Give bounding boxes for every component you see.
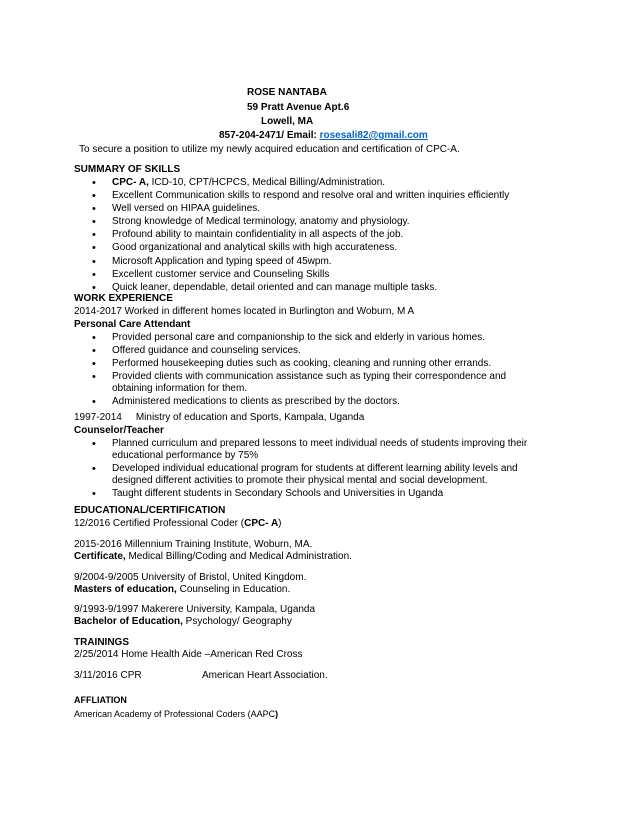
job1-list (92, 332, 542, 409)
list-item: • Excellent customer service and Counseling Skills (92, 269, 542, 281)
edu3-degree: Bachelor of Education, Psychology/ Geography (74, 616, 292, 627)
list-item: • Planned curriculum and prepared lessons to meet individual needs of students improving their educational performance by 75% (92, 438, 542, 462)
edu2-degree: Masters of education, Counseling in Education. (74, 584, 291, 595)
email-link[interactable]: rosesali82@gmail.com (319, 130, 428, 141)
list-item: • Strong knowledge of Medical terminology, anatomy and physiology. (92, 216, 542, 228)
job1-dates: 2014-2017 Worked in different homes located in Burlington and Woburn, M A (74, 306, 415, 317)
training-1: 2/25/2014 Home Health Aide –American Red Cross (74, 649, 303, 660)
skills-list (92, 177, 542, 295)
list-item: • Offered guidance and counseling services. (92, 345, 542, 357)
list-item: • Performed housekeeping duties such as cooking, cleaning and running other errands. (92, 358, 542, 370)
list-item: • Profound ability to maintain confidentiality in all aspects of the job. (92, 229, 542, 241)
contact-line (219, 130, 428, 142)
cpc-bold: CPC- A, (112, 177, 149, 188)
edu3-line: 9/1993-9/1997 Makerere University, Kampala, Uganda (74, 604, 316, 615)
work-heading: WORK EXPERIENCE (74, 293, 173, 304)
edu1-degree: Certificate, Medical Billing/Coding and Medical Administration. (74, 551, 352, 562)
candidate-name: ROSE NANTABA (247, 87, 327, 98)
list-item: • Administered medications to clients as prescribed by the doctors. (92, 396, 542, 408)
cert-line: 12/2016 Certified Professional Coder (CPC- A) (74, 518, 282, 529)
job2-list (92, 438, 542, 501)
trainings-heading: TRAININGS (74, 637, 129, 648)
list-item: • Well versed on HIPAA guidelines. (92, 203, 542, 215)
address-line-2: Lowell, MA (261, 116, 314, 127)
list-item: • Provided personal care and companionship to the sick and elderly in various homes. (92, 332, 542, 344)
list-item: • Excellent Communication skills to respond and resolve oral and written inquiries efficiently (92, 190, 542, 202)
job2-dates: 1997-2014 Ministry of education and Sports, Kampala, Uganda (74, 412, 365, 423)
training-2: 3/11/2016 CPR American Heart Association. (74, 670, 328, 681)
list-item: • Developed individual educational program for students at different learning ability levels and designed different activities to promote their physical mental and social development. (92, 463, 542, 487)
job1-title: Personal Care Attendant (74, 319, 191, 330)
list-item: • Microsoft Application and typing speed of 45wpm. (92, 256, 542, 268)
education-heading: EDUCATIONAL/CERTIFICATION (74, 505, 226, 516)
list-item: • Taught different students in Secondary Schools and Universities in Uganda (92, 488, 542, 500)
list-item: • Good organizational and analytical skills with high accurateness. (92, 242, 542, 254)
list-item: • Provided clients with communication assistance such as typing their correspondence and obtaining information for them. (92, 371, 542, 395)
list-item: • CPC- A, ICD-10, CPT/HCPCS, Medical Billing/Administration. (92, 177, 542, 189)
list-item: • Quick leaner, dependable, detail oriented and can manage multiple tasks. (92, 282, 542, 294)
edu1-line: 2015-2016 Millennium Training Institute, Woburn, MA. (74, 539, 313, 550)
address-line-1: 59 Pratt Avenue Apt.6 (247, 102, 350, 113)
phone-email-prefix: 857-204-2471/ Email: (219, 130, 317, 141)
affiliation-heading: AFFLIATION (74, 695, 127, 705)
job2-title: Counselor/Teacher (74, 425, 164, 436)
affiliation-text: American Academy of Professional Coders (AAPC) (74, 709, 279, 719)
skills-heading: SUMMARY OF SKILLS (74, 164, 181, 175)
objective: To secure a position to utilize my newly acquired education and certification of CPC-A. (79, 144, 460, 155)
edu2-line: 9/2004-9/2005 University of Bristol, United Kingdom. (74, 572, 307, 583)
